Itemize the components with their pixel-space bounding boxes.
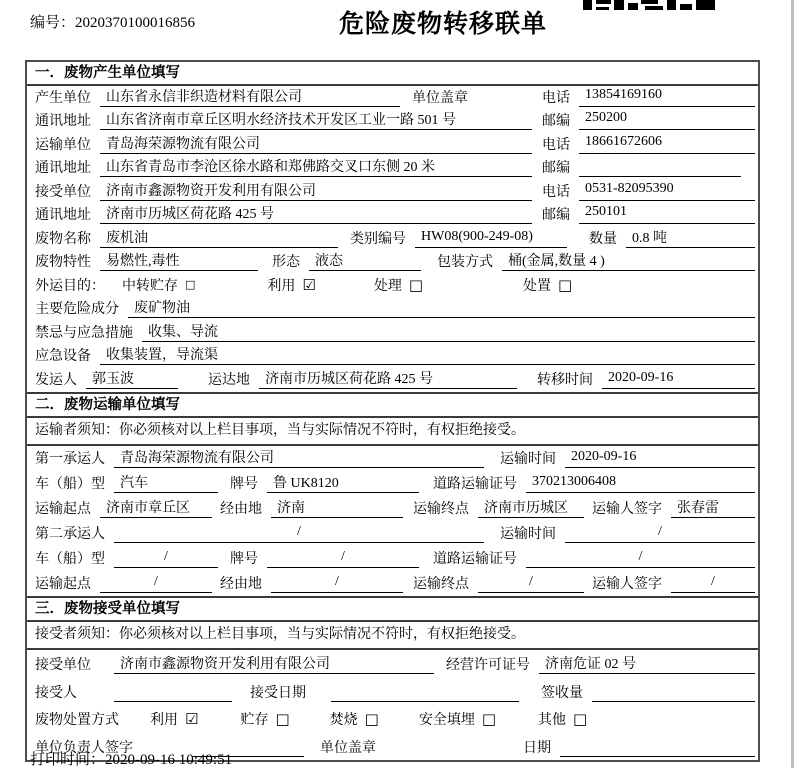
phone-label: 电话 [542, 90, 570, 106]
plate-number-value: 鲁 UK8120 [267, 472, 419, 493]
transfer-manifest-form [25, 60, 760, 762]
route-row-2 [27, 571, 758, 596]
receiver-phone-group [542, 181, 755, 201]
checkbox-unchecked-icon: □ [275, 710, 290, 728]
vehicle-type-row-2 [27, 546, 758, 571]
emergency-measures-row [27, 321, 758, 345]
second-carrier-value: / [114, 524, 484, 543]
first-carrier-label: 第一承运人 [35, 451, 105, 467]
zip-label: 邮编 [542, 208, 570, 223]
receiver-notice: 接受者须知：你必须核对以上栏目事项，当与实际情况不符时，有权拒绝接受。 [27, 622, 758, 650]
vehicle-type-label: 车（船）型 [35, 476, 105, 492]
disposal-landfill-option [419, 709, 496, 729]
receiver-person-value [114, 683, 232, 702]
first-carrier-row [27, 446, 758, 471]
waste-property-row [27, 251, 758, 275]
receiver-zip-value: 250101 [579, 204, 755, 224]
waste-name-value: 废机油 [100, 227, 338, 248]
producer-address-row [27, 110, 758, 134]
disposal-storage-label: 贮存 [240, 713, 269, 728]
producer-unit-label: 产生单位 [35, 90, 91, 106]
packing-method-value: 桶(金属,数量 4 ) [502, 250, 755, 271]
destination-value: 济南市历城区荷花路 425 号 [259, 368, 517, 389]
quantity-value: 0.8 吨 [626, 227, 755, 248]
purpose-use-label: 利用 [267, 278, 296, 294]
transporter-unit-value: 青岛海荣源物流有限公司 [100, 133, 532, 154]
shipper-row [27, 368, 758, 392]
road-permit-label: 道路运输证号 [433, 551, 517, 567]
checkbox-checked-icon: ☑ [185, 710, 199, 728]
receiver-zip-group [542, 204, 755, 224]
receiving-unit-row [27, 650, 758, 678]
plate-number-2-value: / [267, 549, 419, 568]
transport-time-label: 运输时间 [500, 451, 556, 467]
carrier-signature-label: 运输人签字 [592, 576, 662, 592]
receiver-person-label: 接受人 [35, 685, 77, 701]
phone-label: 电话 [542, 184, 570, 200]
origin-label: 运输起点 [35, 501, 91, 517]
waste-name-row [27, 227, 758, 251]
print-time-value: 2020-09-16 10:49:51 [105, 752, 233, 768]
receive-date-label: 接受日期 [250, 685, 306, 701]
origin-label: 运输起点 [35, 576, 91, 592]
date-label: 日期 [523, 740, 551, 756]
hazard-component-label: 主要危险成分 [35, 302, 119, 317]
transporter-unit-row [27, 133, 758, 157]
zip-label: 邮编 [542, 114, 570, 129]
producer-unit-row [27, 86, 758, 110]
carrier-signature-label: 运输人签字 [592, 501, 662, 517]
origin-2-value: / [100, 574, 212, 593]
receiver-unit-value: 济南市鑫源物资开发利用有限公司 [100, 180, 532, 201]
print-time-line [30, 748, 232, 769]
emergency-measures-label: 禁忌与应急措施 [35, 325, 133, 341]
disposal-landfill-label: 安全填埋 [418, 713, 475, 728]
purpose-dispose-label: 处置 [523, 278, 552, 294]
print-time-label: 打印时间： [30, 752, 106, 768]
transfer-time-value: 2020-09-16 [602, 370, 755, 389]
unit-seal-label: 单位盖章 [412, 90, 468, 106]
disposal-other-option [538, 709, 587, 729]
disposal-storage-option [240, 709, 289, 729]
category-code-value: HW08(900-249-08) [415, 229, 567, 248]
road-permit-value: 370213006408 [526, 474, 755, 493]
producer-phone-value: 13854169160 [579, 87, 755, 107]
section-receiver [27, 596, 758, 760]
qr-code-fragment-icon [583, 0, 715, 11]
transporter-address-value: 山东省青岛市李沧区徐水路和郑佛路交叉口东侧 20 米 [100, 156, 532, 177]
purpose-treat-label: 处理 [373, 278, 402, 294]
origin-value: 济南市章丘区 [100, 497, 212, 518]
checkbox-unchecked-icon: □ [481, 710, 497, 728]
purpose-dispose-option [523, 275, 572, 295]
checkbox-unchecked-icon: □ [573, 710, 588, 728]
via-label: 经由地 [220, 576, 262, 592]
form-state-label: 形态 [272, 255, 300, 270]
emergency-equipment-value: 收集装置，导流渠 [100, 344, 755, 365]
date-value [560, 738, 755, 757]
checkbox-unchecked-icon: □ [364, 710, 379, 728]
receiver-address-label: 通讯地址 [35, 208, 91, 223]
page-title: 危险废物转移联单 [338, 10, 547, 38]
producer-address-label: 通讯地址 [35, 114, 91, 129]
transporter-zip-group [542, 157, 755, 177]
business-license-value: 济南危证 02 号 [539, 653, 755, 674]
transfer-time-label: 转移时间 [537, 372, 593, 388]
shipper-label: 发运人 [35, 372, 77, 388]
receiving-unit-label: 接受单位 [35, 658, 91, 673]
terminus-2-value: / [478, 574, 584, 593]
producer-zip-value: 250200 [579, 110, 755, 130]
transporter-zip-value [579, 157, 741, 177]
first-carrier-value: 青岛海荣源物流有限公司 [114, 447, 484, 468]
serial-number: 2020370100016856 [75, 15, 196, 31]
transfer-purpose-label: 外运目的： [35, 278, 105, 294]
emergency-equipment-label: 应急设备 [35, 349, 91, 364]
section-producer-header: 一．废物产生单位填写 [27, 62, 758, 86]
receiver-unit-label: 接受单位 [35, 184, 91, 200]
second-carrier-label: 第二承运人 [35, 526, 105, 542]
shipper-value: 郭玉波 [86, 368, 178, 389]
category-code-label: 类别编号 [350, 231, 406, 247]
plate-number-label: 牌号 [230, 476, 258, 492]
terminus-label: 运输终点 [413, 501, 469, 517]
transporter-address-label: 通讯地址 [35, 161, 91, 176]
disposal-use-label: 利用 [150, 713, 178, 728]
disposal-method-row [27, 705, 758, 733]
hazard-component-value: 废矿物油 [128, 297, 755, 318]
receiver-address-value: 济南市历城区荷花路 425 号 [100, 203, 532, 224]
responsible-signature-label: 单位负责人签字 [35, 740, 133, 756]
road-permit-2-value: / [526, 549, 755, 568]
receiver-address-row [27, 204, 758, 228]
packing-method-label: 包装方式 [437, 255, 493, 270]
carrier-signature-value: 张春雷 [671, 497, 755, 518]
hazard-component-row [27, 298, 758, 322]
transport-time-2-value: / [565, 524, 755, 543]
zip-label: 邮编 [542, 161, 570, 176]
checkbox-unchecked-icon: □ [185, 278, 196, 291]
disposal-incinerate-option [330, 709, 379, 729]
producer-zip-group [542, 110, 755, 130]
transfer-purpose-row [27, 274, 758, 298]
section-transporter-header: 二．废物运输单位填写 [27, 392, 758, 418]
receiver-person-row [27, 677, 758, 705]
disposal-incinerate-label: 焚烧 [329, 713, 358, 728]
quantity-label: 数量 [589, 231, 617, 247]
transporter-address-row [27, 157, 758, 181]
purpose-treat-option [374, 275, 423, 295]
road-permit-label: 道路运输证号 [433, 476, 517, 492]
waste-property-value: 易燃性,毒性 [100, 250, 258, 271]
carrier-signature-2-value: / [671, 574, 755, 593]
vehicle-type-label: 车（船）型 [35, 551, 105, 567]
serial-label: 编号： [30, 15, 76, 31]
terminus-value: 济南市历城区 [478, 497, 584, 518]
disposal-use-option [150, 709, 198, 729]
section-receiver-header: 三．废物接受单位填写 [27, 596, 758, 622]
business-license-label: 经营许可证号 [446, 658, 530, 673]
waste-property-label: 废物特性 [35, 255, 91, 270]
emergency-measures-value: 收集、导流 [142, 321, 755, 342]
page-right-edge [791, 0, 794, 768]
phone-label: 电话 [542, 137, 570, 153]
emergency-equipment-row [27, 345, 758, 369]
plate-number-label: 牌号 [230, 551, 258, 567]
section-producer [27, 62, 758, 392]
via-value: 济南 [271, 497, 403, 518]
purpose-transit-storage-label: 中转贮存 [122, 278, 178, 294]
second-carrier-row [27, 521, 758, 546]
destination-label: 运达地 [208, 372, 250, 388]
transporter-notice: 运输者须知：你必须核对以上栏目事项，当与实际情况不符时，有权拒绝接受。 [27, 418, 758, 446]
vehicle-type-value: 汽车 [114, 472, 218, 493]
disposal-method-label: 废物处置方式 [35, 713, 119, 728]
checkbox-unchecked-icon: □ [558, 275, 573, 294]
producer-address-value: 山东省济南市章丘区明水经济技术开发区工业一路 501 号 [100, 109, 532, 130]
receiver-unit-row [27, 180, 758, 204]
checkbox-checked-icon: ☑ [302, 275, 316, 294]
checkbox-unchecked-icon: □ [408, 275, 424, 294]
purpose-transit-storage-option [122, 275, 195, 295]
received-amount-label: 签收量 [541, 685, 583, 701]
transporter-unit-label: 运输单位 [35, 137, 91, 153]
transport-time-value: 2020-09-16 [565, 449, 755, 468]
form-state-value: 液态 [309, 250, 421, 271]
route-row-1 [27, 496, 758, 521]
transport-time-label: 运输时间 [500, 526, 556, 542]
receive-date-value [331, 683, 519, 702]
purpose-use-option [267, 275, 315, 295]
vehicle-type-2-value: / [114, 549, 218, 568]
section-transporter [27, 392, 758, 596]
waste-name-label: 废物名称 [35, 231, 91, 247]
transporter-phone-value: 18661672606 [579, 134, 755, 154]
vehicle-type-row-1 [27, 471, 758, 496]
receiving-unit-value: 济南市鑫源物资开发利用有限公司 [114, 653, 434, 674]
received-amount-value [592, 683, 755, 702]
producer-phone-group [542, 87, 755, 107]
transporter-phone-group [542, 134, 755, 154]
via-2-value: / [271, 574, 403, 593]
via-label: 经由地 [220, 501, 262, 517]
disposal-other-label: 其他 [538, 713, 567, 728]
receiver-phone-value: 0531-82095390 [579, 181, 755, 201]
unit-seal-label: 单位盖章 [320, 740, 376, 756]
producer-unit-value: 山东省永信非织造材料有限公司 [100, 86, 400, 107]
terminus-label: 运输终点 [413, 576, 469, 592]
